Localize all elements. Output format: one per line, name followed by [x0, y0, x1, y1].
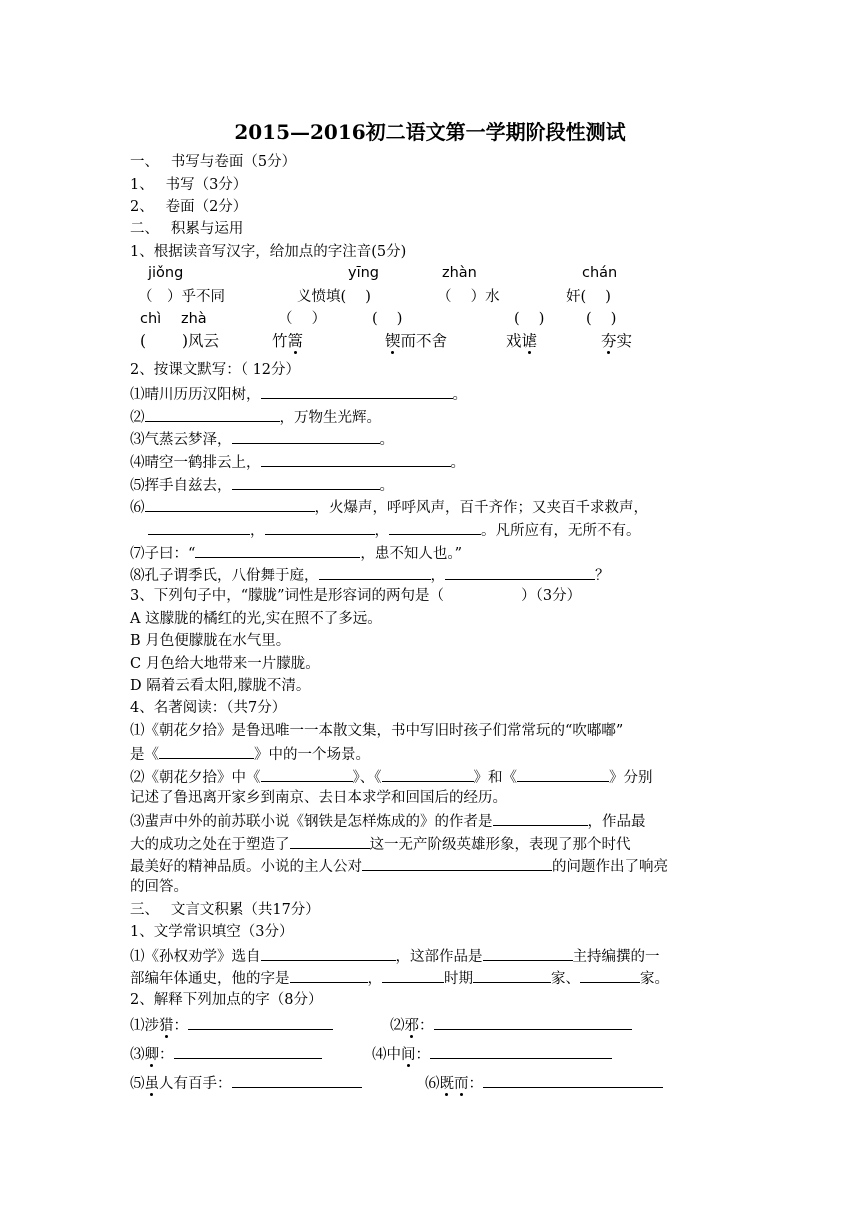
recite-6: ⑹ ，火爆声，呼呼风声，百千齐作；又夹百千求救声， [130, 496, 648, 518]
classical-q1-cont: 部编年体通史，他的字是 ， 时期 家、 家。 [130, 967, 669, 989]
row3-d: 戏谑 [506, 332, 538, 350]
dotted-char: 篙 [287, 332, 304, 350]
dotted-char: 锲 [385, 332, 401, 350]
dotted-char: 邪 [404, 1018, 419, 1034]
dotted-char: 卿 [144, 1047, 159, 1063]
recite-2: ⑵ ，万物生光辉。 [130, 406, 381, 428]
classical-q1: 1、文学常识填空（3分） [130, 924, 294, 940]
answer-blank[interactable] [265, 519, 375, 535]
row2-paren-4: ( ) [586, 311, 617, 327]
recite-6-cont: ， ， 。凡所应有，无所不有。 [148, 519, 641, 541]
answer-blank[interactable] [195, 542, 360, 558]
answer-blank[interactable] [145, 496, 315, 512]
answer-blank[interactable] [389, 519, 481, 535]
novel-3-cont: 大的成功之处在于塑造了 这一无产阶级英雄形象，表现了那个时代 [130, 833, 631, 855]
section-2-heading: 二、 积累与运用 [130, 221, 244, 237]
novel-3: ⑶蜚声中外的前苏联小说《钢铁是怎样炼成的》的作者是 ，作品最 [130, 810, 646, 832]
answer-blank[interactable] [261, 945, 396, 961]
section-1-heading: 一、 书写与卷面（5分） [130, 154, 297, 170]
pinyin-4: chán [582, 265, 618, 281]
row3-a: ( )风云 [140, 332, 220, 350]
row3-b: 竹篙 [272, 332, 304, 350]
dotted-char: 虽 [144, 1076, 159, 1092]
answer-blank[interactable] [261, 383, 453, 399]
explain-1: ⑴涉猎： [130, 1014, 333, 1036]
dotted-char: 间 [401, 1047, 416, 1063]
row2-paren-1: （ ） [278, 311, 327, 327]
page-title: 2015—2016初二语文第一学期阶段性测试 [234, 120, 626, 144]
dotted-char: 而 [454, 1076, 469, 1092]
dotted-char: 夯 [601, 332, 617, 350]
explain-2: ⑵邪： [390, 1014, 632, 1036]
answer-blank[interactable] [493, 810, 588, 826]
answer-blank[interactable] [148, 519, 250, 535]
row1-a: （ ）乎不同 [138, 289, 225, 305]
answer-blank[interactable] [434, 1014, 632, 1030]
row3-e: 夯实 [601, 332, 633, 350]
question-2: 2、按课文默写：（ 12分） [130, 362, 301, 378]
option-c: C 月色给大地带来一片朦胧。 [130, 656, 320, 672]
novel-2-cont: 记述了鲁迅离开家乡到南京、去日本求学和回国后的经历。 [130, 790, 507, 806]
explain-3: ⑶卿： [130, 1043, 322, 1065]
row2-paren-3: ( ) [514, 311, 545, 327]
answer-blank[interactable] [473, 967, 551, 983]
pinyin-5: chì [140, 311, 162, 327]
recite-7: ⑺子曰：“ ，患不知人也。” [130, 542, 462, 564]
question-4: 4、名著阅读：（共7分） [130, 700, 287, 716]
answer-blank[interactable] [232, 428, 380, 444]
answer-blank[interactable] [430, 1043, 612, 1059]
item-handwriting: 1、 书写（3分） [130, 177, 248, 193]
recite-5: ⑸挥手自兹去， 。 [130, 474, 394, 496]
answer-blank[interactable] [261, 451, 451, 467]
answer-blank[interactable] [232, 474, 380, 490]
answer-blank[interactable] [362, 855, 552, 871]
option-b: B 月色便朦胧在水气里。 [130, 633, 291, 649]
answer-blank[interactable] [483, 945, 573, 961]
dotted-char: 谑 [521, 332, 538, 350]
dotted-char: 猎 [159, 1018, 174, 1034]
explain-4: ⑷中间： [372, 1043, 612, 1065]
row2-paren-2: ( ) [372, 311, 403, 327]
option-d: D 隔着云看太阳,朦胧不清。 [130, 678, 311, 694]
explain-6: ⑹既而： [425, 1072, 663, 1094]
answer-blank[interactable] [261, 766, 353, 782]
recite-4: ⑷晴空一鹤排云上， 。 [130, 451, 465, 473]
novel-1: ⑴《朝花夕拾》是鲁迅唯一一本散文集，书中写旧时孩子们常常玩的“吹嘟嘟” [130, 723, 624, 739]
novel-2: ⑵《朝花夕拾》中《 》、《 》和《 》分别 [130, 766, 653, 788]
answer-blank[interactable] [319, 564, 431, 580]
answer-blank[interactable] [290, 833, 370, 849]
pinyin-3: zhàn [442, 265, 477, 281]
answer-blank[interactable] [382, 967, 444, 983]
row1-c: （ ）水 [437, 289, 500, 305]
answer-blank[interactable] [445, 564, 595, 580]
dotted-char: 既 [439, 1076, 454, 1092]
row3-c: 锲而不舍 [385, 332, 448, 350]
classical-q1-1: ⑴《孙权劝学》选自 ，这部作品是 主持编撰的一 [130, 945, 660, 967]
answer-blank[interactable] [517, 766, 609, 782]
answer-blank[interactable] [483, 1072, 663, 1088]
novel-3-cont3: 的回答。 [130, 879, 188, 895]
answer-blank[interactable] [580, 967, 640, 983]
row1-b: 义愤填( ) [297, 289, 371, 305]
option-a: A 这朦胧的橘红的光,实在照不了多远。 [130, 611, 382, 627]
pinyin-1: jiǒng [148, 265, 184, 281]
section-3-heading: 三、 文言文积累（共17分） [130, 902, 320, 918]
answer-blank[interactable] [159, 743, 254, 759]
question-3: 3、下列句子中，“朦胧”词性是形容词的两句是（ ）（3分） [130, 588, 582, 604]
row1-d: 奸( ) [566, 289, 611, 305]
answer-blank[interactable] [145, 406, 280, 422]
answer-blank[interactable] [232, 1072, 362, 1088]
novel-1-cont: 是《 》中的一个场景。 [130, 743, 370, 765]
answer-blank[interactable] [188, 1014, 333, 1030]
classical-q2: 2、解释下列加点的字（8分） [130, 992, 323, 1008]
recite-3: ⑶气蒸云梦泽， 。 [130, 428, 394, 450]
novel-3-cont2: 最美好的精神品质。小说的主人公对 的问题作出了响亮 [130, 855, 668, 877]
recite-8: ⑻孔子谓季氏，八佾舞于庭， ， ？ [130, 564, 610, 586]
question-1: 1、根据读音写汉字，给加点的字注音(5分) [130, 244, 407, 260]
answer-blank[interactable] [174, 1043, 322, 1059]
explain-5: ⑸虽人有百手： [130, 1072, 362, 1094]
recite-1: ⑴晴川历历汉阳树， 。 [130, 383, 467, 405]
item-layout: 2、 卷面（2分） [130, 199, 248, 215]
answer-blank[interactable] [382, 766, 474, 782]
answer-blank[interactable] [290, 967, 368, 983]
pinyin-2: yīng [348, 265, 380, 281]
pinyin-6: zhà [181, 311, 207, 327]
